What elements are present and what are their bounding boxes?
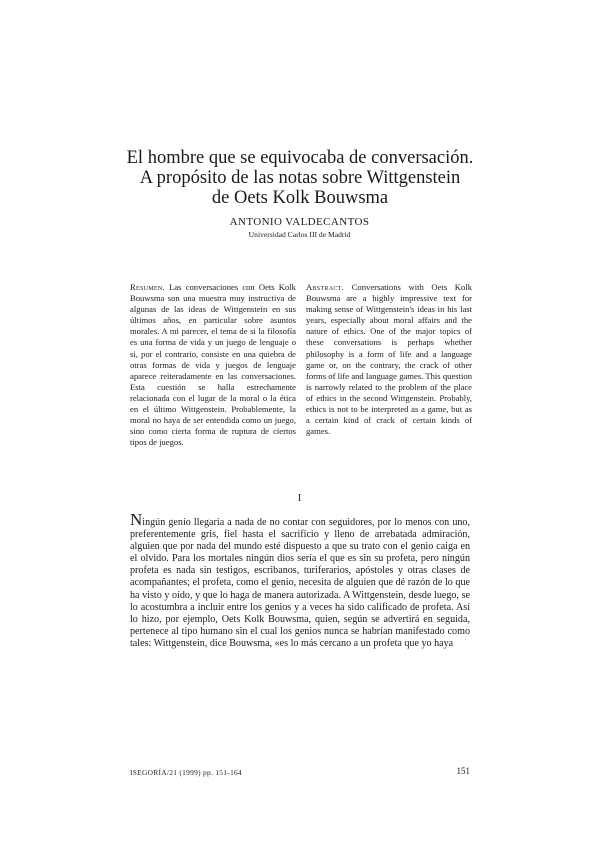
- article-title: [60, 148, 540, 208]
- abstract-spanish: [130, 282, 296, 448]
- abstract-spanish-label: Resumen.: [130, 282, 165, 292]
- body-paragraph: [130, 510, 470, 650]
- author-affiliation: Universidad Carlos III de Madrid: [248, 230, 351, 239]
- title-line-2: A propósito de las notas sobre Wittgenstein: [139, 168, 461, 188]
- abstract-english-label: Abstract.: [306, 282, 345, 292]
- author-name: ANTONIO VALDECANTOS: [229, 216, 370, 228]
- abstract-english-text: Conversations with Oets Kolk Bouwsma are a highly impressive text for making sense of Wittgenstein's ideas in his last years, especially about moral affairs and the nature of ethics. One of the major topics of these conversations is perhaps whether philosophy is a form of life and a language game or, on the contrary, the crack of other forms of life and language games. This question is narrowly related to the problem of the place of ethics in the second Wittgenstein. Probably, ethics is not to be interpreted as a game, but as a certain kind of crack of certain kinds of games.: [306, 282, 472, 437]
- abstract-english: [306, 282, 472, 437]
- title-line-3: de Oets Kolk Bouwsma: [211, 188, 389, 208]
- drop-cap: N: [130, 510, 143, 529]
- journal-citation: ISEGORÍA/21 (1999) pp. 151-164: [130, 768, 243, 777]
- page-number: 151: [456, 766, 470, 776]
- title-line-1: El hombre que se equivocaba de conversación.: [126, 148, 474, 168]
- body-text: ingún genio llegaría a nada de no contar con seguidores, por lo menos con uno, preferentemente gris, fiel hasta el sacrificio y lleno de arrebatada admiración, alguien que por nada del mundo esté dispuesto a que su trato con el genio caiga en el olvido. Para los mortales ningún dios sería el que es sin su profeta, pero ningún profeta es nada sin testigos, escribanos, turiferarios, apóstoles y otras clases de acompañantes; el profeta, como el genio, necesita de alguien que dé razón de lo que ha visto y oído, y que lo haga de manera autorizada. A Wittgenstein, desde luego, se lo acostumbra a incluir entre los genios y a veces ha sido calificado de profeta. Así lo hizo, por ejemplo, Oets Kolk Bouwsma, quien, según se advertirá en seguida, pertenece al tipo humano sin el cual los genios nunca se habrían manifestado como tales: Wittgenstein, dice Bouwsma, «es lo más cercano a un profeta que yo haya: [130, 517, 470, 649]
- section-number: I: [297, 493, 302, 504]
- abstract-spanish-text: Las conversaciones con Oets Kolk Bouwsma son una muestra muy instructiva de algunas de las ideas de Wittgenstein en sus últimos años, en particular sobre asuntos morales. A mi parecer, el tema de si la filosofía es una forma de vida y un juego de lenguaje o si, por el contrario, consiste en una quiebra de otras formas de vida y juegos de lenguaje aparece reiteradamente en las conversaciones. Esta cuestión se halla estrechamente relacionada con el lugar de la moral o la ética en el último Wittgenstein. Probablemente, la moral no haya de ser entendida como un juego, sino como cierta forma de ruptura de ciertos tipos de juegos.: [130, 282, 296, 448]
